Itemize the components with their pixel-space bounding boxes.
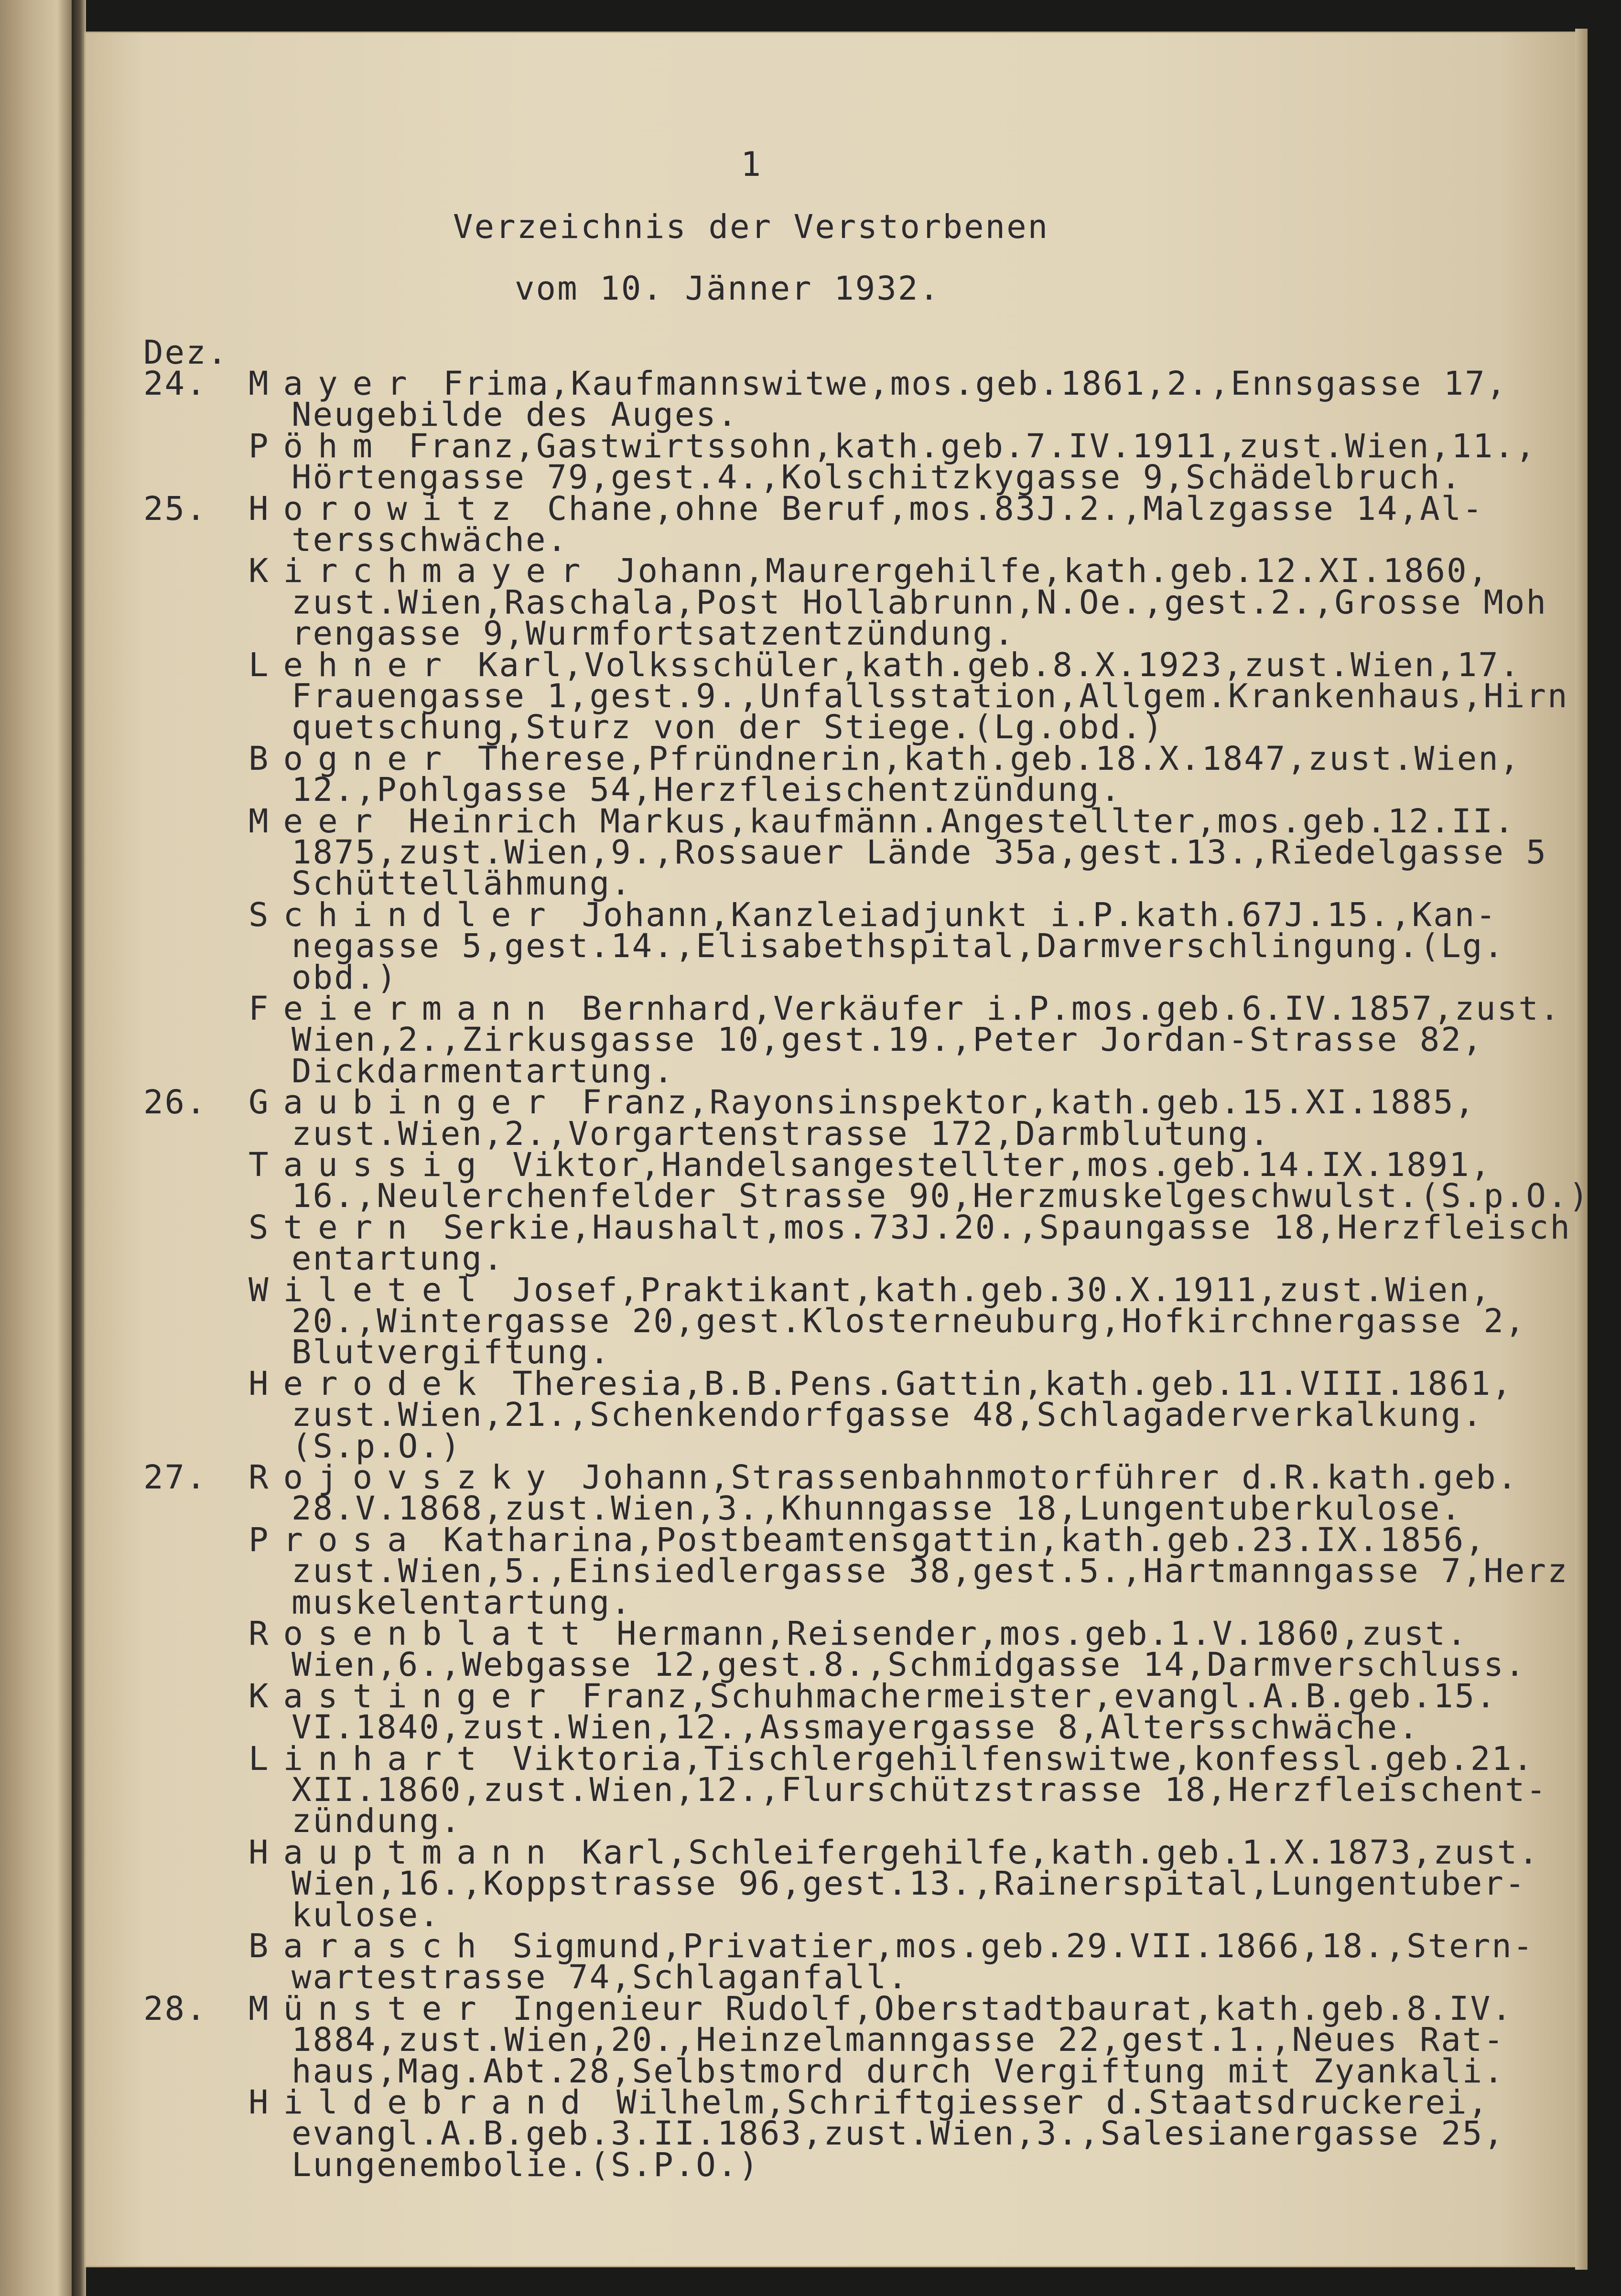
entry-first-line <box>249 1677 1497 1715</box>
entry-continuation: Neugebilde des Auges. <box>292 396 739 434</box>
entry-details: Theresia,B.B.Pens.Gattin,kath.geb.11.VIII.1861, <box>491 1364 1513 1403</box>
entry-continuation: quetschung,Sturz von der Stiege.(Lg.obd.) <box>292 708 1165 747</box>
entry-surname: Hildebrand <box>249 2083 595 2122</box>
entry-continuation: muskelentartung. <box>292 1583 632 1622</box>
entry-continuation: Blutvergiftung. <box>292 1333 611 1372</box>
entry-continuation: wartestrasse 74,Schlaganfall. <box>292 1958 909 1997</box>
entry-first-line <box>249 1458 1519 1497</box>
entry-surname: Rojovszky <box>249 1458 561 1497</box>
entry-first-line <box>249 1739 1535 1778</box>
entry-day: 28. <box>143 1989 207 2028</box>
entry-details: Hermann,Reisender,mos.geb.1.V.1860,zust. <box>595 1615 1468 1653</box>
entry-continuation: Wien,16.,Koppstrasse 96,gest.13.,Rainerspital,Lungentuber- <box>292 1865 1526 1903</box>
entry-continuation: Hörtengasse 79,gest.4.,Kolschitzkygasse 9,Schädelbruch. <box>292 458 1462 497</box>
entry-first-line <box>249 489 1484 528</box>
entry-details: Viktor,Handelsangestellter,mos.geb.14.IX.1891, <box>491 1146 1492 1184</box>
entry-continuation: obd.) <box>292 958 398 997</box>
entry-continuation: haus,Mag.Abt.28,Selbstmord durch Vergiftung mit Zyankali. <box>292 2052 1505 2091</box>
entry-first-line <box>249 895 1497 934</box>
entry-first-line <box>249 1364 1513 1403</box>
entry-continuation: 1884,zust.Wien,20.,Heinzelmanngasse 22,gest.1.,Neues Rat- <box>292 2021 1505 2059</box>
entry-continuation: evangl.A.B.geb.3.II.1863,zust.Wien,3.,Salesianergasse 25, <box>292 2114 1505 2153</box>
entry-details: Franz,Gastwirtssohn,kath.geb.7.IV.1911,zust.Wien,11., <box>387 427 1537 465</box>
entry-details: Chane,ohne Beruf,mos.83J.2.,Malzgasse 14,Al- <box>526 489 1484 528</box>
entry-surname: Münster <box>249 1989 491 2028</box>
entry-details: Franz,Rayonsinspektor,kath.geb.15.XI.1885, <box>560 1083 1476 1122</box>
entry-details: Viktoria,Tischlergehilfenswitwe,konfessl.geb.21. <box>491 1739 1535 1778</box>
entry-day: 26. <box>143 1083 207 1122</box>
entry-continuation: XII.1860,zust.Wien,12.,Flurschützstrasse 18,Herzfleischent- <box>292 1771 1547 1809</box>
entry-continuation: Dickdarmentartung. <box>292 1052 675 1090</box>
entry-details: Frima,Kaufmannswitwe,mos.geb.1861,2.,Ennsgasse 17, <box>421 365 1508 403</box>
entry-surname: Gaubinger <box>249 1083 561 1122</box>
entry-continuation: 16.,Neulerchenfelder Strasse 90,Herzmuskelgeschwulst.(S.p.O.) <box>292 1177 1590 1216</box>
entry-first-line <box>249 365 1508 403</box>
entry-surname: Taussig <box>249 1146 491 1184</box>
entry-surname: Prosa <box>249 1520 422 1559</box>
entry-details: Heinrich Markus,kaufmänn.Angestellter,mos.geb.12.II. <box>387 802 1515 841</box>
entry-first-line <box>249 802 1515 841</box>
entry-first-line <box>249 2083 1490 2122</box>
entry-continuation: rengasse 9,Wurmfortsatzentzündung. <box>292 614 1016 653</box>
entry-continuation: 12.,Pohlgasse 54,Herzfleischentzündung. <box>292 771 1122 809</box>
entry-details: Katharina,Postbeamtensgattin,kath.geb.23.IX.1856, <box>421 1520 1486 1559</box>
entry-surname: Kastinger <box>249 1677 561 1715</box>
entry-continuation: zust.Wien,21.,Schenkendorfgasse 48,Schlagaderverkalkung. <box>292 1396 1484 1434</box>
entry-continuation: Schüttellähmung. <box>292 864 632 903</box>
entry-surname: Hauptmann <box>249 1833 561 1872</box>
entry-first-line <box>249 990 1561 1028</box>
entry-details: Ingenieur Rudolf,Oberstadtbaurat,kath.geb.8.IV. <box>491 1989 1513 2028</box>
entry-continuation: zündung. <box>292 1802 462 1841</box>
entry-surname: Meer <box>249 802 388 841</box>
entry-surname: Bogner <box>249 739 457 778</box>
entry-first-line <box>249 427 1537 465</box>
entry-continuation: entartung. <box>292 1240 505 1278</box>
entry-continuation: 20.,Wintergasse 20,gest.Klosterneuburg,Hofkirchnergasse 2, <box>292 1302 1526 1340</box>
entry-day: 24. <box>143 365 207 403</box>
entry-details: Johann,Maurergehilfe,kath.geb.12.XI.1860, <box>595 552 1490 591</box>
entry-continuation: kulose. <box>292 1896 441 1934</box>
entry-continuation: VI.1840,zust.Wien,12.,Assmayergasse 8,Altersschwäche. <box>292 1708 1420 1747</box>
entry-surname: Kirchmayer <box>249 552 595 591</box>
entry-details: Johann,Kanzleiadjunkt i.P.kath.67J.15.,Kan- <box>560 895 1497 934</box>
entry-continuation: tersschwäche. <box>292 521 569 559</box>
entry-day: 25. <box>143 489 207 528</box>
entry-first-line <box>249 1615 1468 1653</box>
entry-details: Bernhard,Verkäufer i.P.mos.geb.6.IV.1857,zust. <box>560 990 1561 1028</box>
entry-details: Karl,Schleifergehilfe,kath.geb.1.X.1873,zust. <box>560 1833 1540 1872</box>
page-number: 1 <box>741 145 763 184</box>
entry-surname: Rosenblatt <box>249 1615 595 1653</box>
entry-details: Karl,Volksschüler,kath.geb.8.X.1923,zust.Wien,17. <box>456 646 1521 684</box>
entry-details: Johann,Strassenbahnmotorführer d.R.kath.geb. <box>560 1458 1519 1497</box>
entry-first-line <box>249 1989 1513 2028</box>
entry-first-line <box>249 646 1521 684</box>
entry-continuation: negasse 5,gest.14.,Elisabethspital,Darmverschlingung.(Lg. <box>292 927 1505 966</box>
entry-surname: Pöhm <box>249 427 388 465</box>
entry-continuation: zust.Wien,5.,Einsiedlergasse 38,gest.5.,Hartmanngasse 7,Herz <box>292 1552 1569 1591</box>
entry-first-line <box>249 1208 1571 1247</box>
entry-first-line <box>249 552 1490 591</box>
entry-first-line <box>249 1927 1535 1965</box>
entry-surname: Lehner <box>249 646 457 684</box>
entry-continuation: Lungenembolie.(S.P.O.) <box>292 2145 760 2184</box>
entry-continuation: zust.Wien,2.,Vorgartenstrasse 172,Darmblutung. <box>292 1114 1271 1153</box>
entry-continuation: (S.p.O.) <box>292 1427 462 1466</box>
entry-first-line <box>249 1083 1476 1122</box>
document-title: Verzeichnis der Verstorbenen <box>453 208 1049 246</box>
entry-surname: Horowitz <box>249 489 526 528</box>
entry-first-line <box>249 1833 1540 1872</box>
entry-continuation: Wien,6.,Webgasse 12,gest.8.,Schmidgasse 14,Darmverschluss. <box>292 1646 1526 1684</box>
entry-details: Franz,Schuhmachermeister,evangl.A.B.geb.15. <box>560 1677 1497 1715</box>
entry-surname: Barasch <box>249 1927 491 1965</box>
entry-first-line <box>249 1520 1486 1559</box>
entry-surname: Stern <box>249 1208 422 1247</box>
entry-details: Serkie,Haushalt,mos.73J.20.,Spaungasse 18,Herzfleisch <box>421 1208 1571 1247</box>
entry-surname: Mayer <box>249 365 422 403</box>
entry-first-line <box>249 739 1521 778</box>
entry-continuation: 1875,zust.Wien,9.,Rossauer Lände 35a,gest.13.,Riedelgasse 5 <box>292 833 1547 872</box>
entry-surname: Schindler <box>249 895 561 934</box>
entry-first-line <box>249 1146 1492 1184</box>
entry-first-line <box>249 1271 1492 1309</box>
entry-surname: Feiermann <box>249 990 561 1028</box>
month-label: Dez. <box>143 334 229 372</box>
entry-details: Wilhelm,Schriftgiesser d.Staatsdruckerei, <box>595 2083 1490 2122</box>
entry-continuation: zust.Wien,Raschala,Post Hollabrunn,N.Oe.,gest.2.,Grosse Moh <box>292 583 1547 622</box>
entry-continuation: Frauengasse 1,gest.9.,Unfallsstation,Allgem.Krankenhaus,Hirn <box>292 677 1569 715</box>
document-date: vom 10. Jänner 1932. <box>515 269 940 308</box>
entry-details: Therese,Pfründnerin,kath.geb.18.X.1847,zust.Wien, <box>456 739 1521 778</box>
entry-day: 27. <box>143 1458 207 1497</box>
entry-details: Sigmund,Privatier,mos.geb.29.VII.1866,18.,Stern- <box>491 1927 1535 1965</box>
entry-continuation: Wien,2.,Zirkusgasse 10,gest.19.,Peter Jordan-Strasse 82, <box>292 1021 1484 1059</box>
entry-details: Josef,Praktikant,kath.geb.30.X.1911,zust.Wien, <box>491 1271 1492 1309</box>
entry-surname: Linhart <box>249 1739 491 1778</box>
entry-surname: Herodek <box>249 1364 491 1403</box>
entry-surname: Wiletel <box>249 1271 491 1309</box>
entry-continuation: 28.V.1868,zust.Wien,3.,Khunngasse 18,Lungentuberkulose. <box>292 1489 1462 1528</box>
